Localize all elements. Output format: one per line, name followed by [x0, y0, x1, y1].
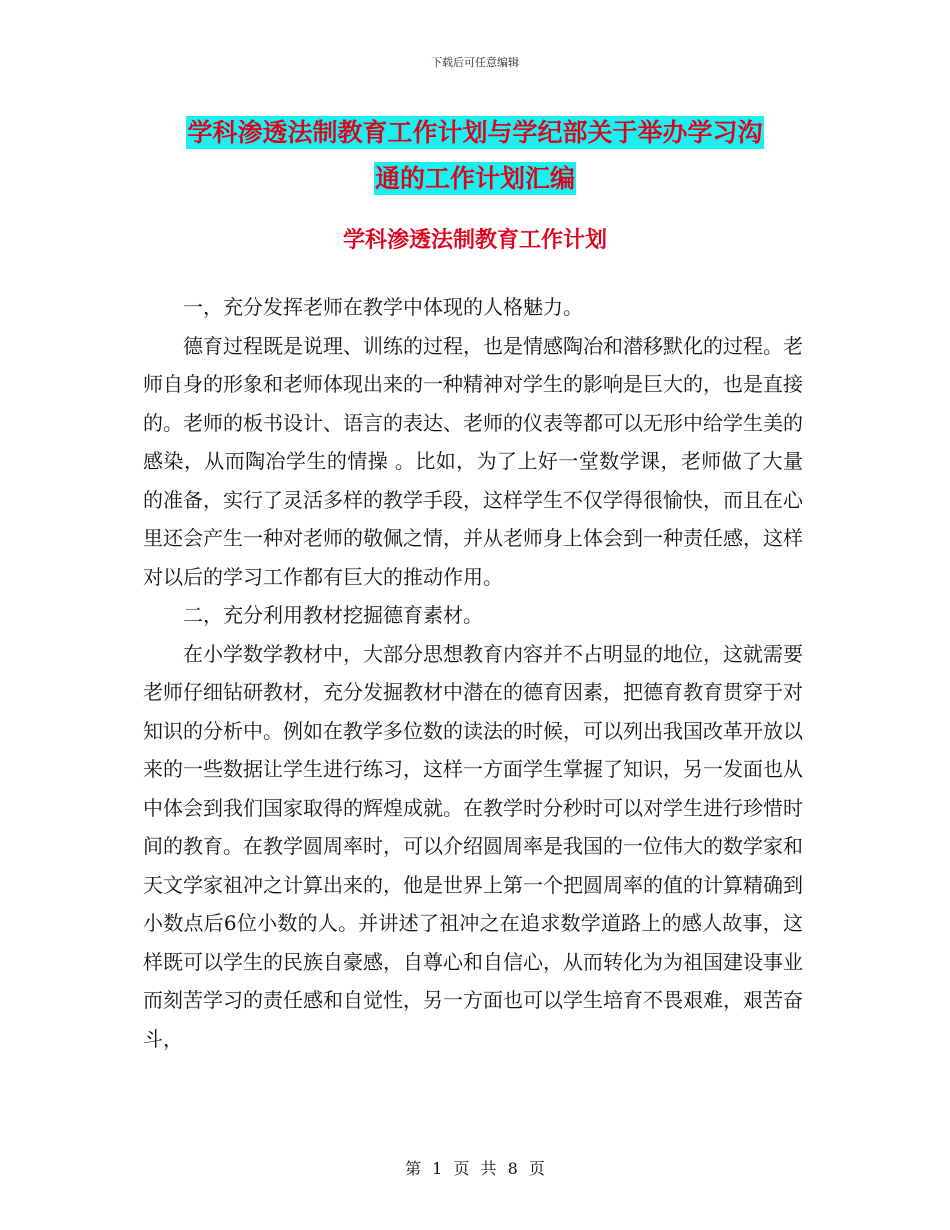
- document-body: [143, 288, 803, 1058]
- page-footer: 第 1 页 共 8 页: [405, 1159, 545, 1178]
- document-title-line2: 通的工作计划汇编: [374, 164, 575, 193]
- document-title: [145, 110, 805, 202]
- section-title: 学科渗透法制教育工作计划: [342, 228, 607, 253]
- paragraph: 在小学数学教材中，大部分思想教育内容并不占明显的地位，这就需要老师仔细钻研教材，充分发掘教材中潜在的德育因素，把德育教育贯穿于对知识的分析中。例如在教学多位数的读法的时候，可以列出我国改革开放以来的一些数据让学生进行练习，这样一方面学生掌握了知识，另一发面也从中体会到我们国家取得的辉煌成就。在教学时分秒时可以对学生进行珍惜时间的教育。在教学圆周率时，可以介绍圆周率是我国的一位伟大的数学家和天文学家祖冲之计算出来的，他是世界上第一个把圆周率的值的计算精确到小数点后6位小数的人。并讲述了祖冲之在追求数学道路上的感人故事，这样既可以学生的民族自豪感，自尊心和自信心，从而转化为为祖国建设事业而刻苦学习的责任感和自觉性，另一方面也可以学生培育不畏艰难，艰苦奋斗，: [143, 641, 803, 1051]
- document-title-line1: 学科渗透法制教育工作计划与学纪部关于举办学习沟: [187, 118, 763, 147]
- page-header: 下载后可任意编辑: [431, 56, 519, 69]
- paragraph: 一，充分发挥老师在教学中体现的人格魅力。: [183, 295, 583, 319]
- paragraph: 二，充分利用教材挖掘德育素材。: [183, 603, 483, 627]
- paragraph: 德育过程既是说理、训练的过程，也是情感陶冶和潜移默化的过程。老师自身的形象和老师体现出来的一种精神对学生的影响是巨大的，也是直接的。老师的板书设计、语言的表达、老师的仪表等都可以无形中给学生美的感染，从而陶冶学生的情操 。比如，为了上好一堂数学课，老师做了大量的准备，实行了灵活多样的教学手段，这样学生不仅学得很愉快，而且在心里还会产生一种对老师的敬佩之情，并从老师身上体会到一种责任感，这样对以后的学习工作都有巨大的推动作用。: [143, 333, 803, 589]
